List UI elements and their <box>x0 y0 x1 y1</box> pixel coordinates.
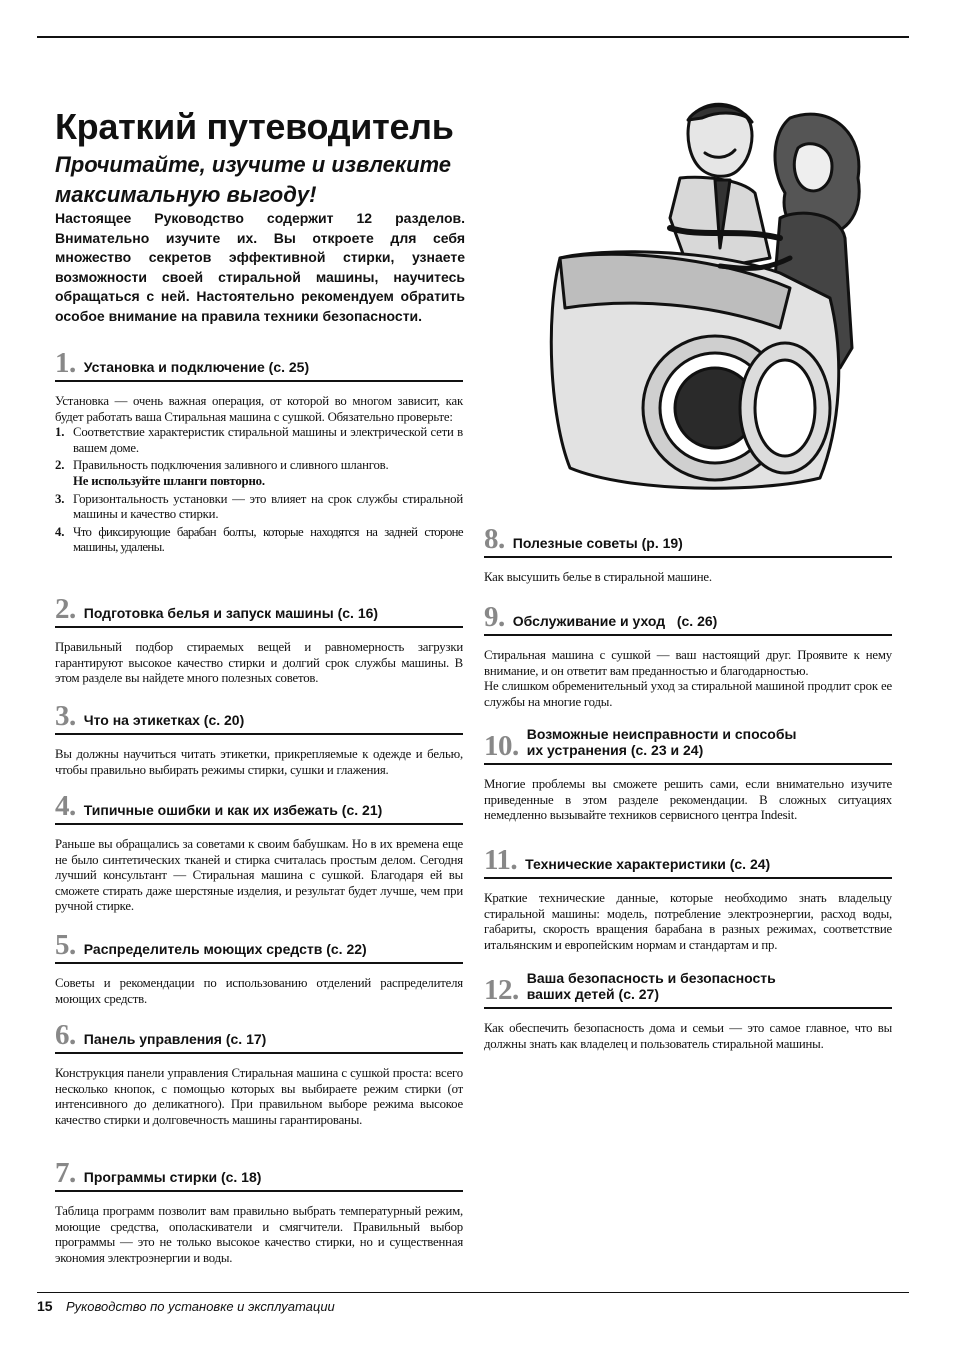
section-text: Многие проблемы вы сможете решить сами, если внимательно изучите приведенные в этом разделе рекомендации. В сложных ситуациях немедленно вызывайте техников сервисного центра Indesit. <box>484 777 892 823</box>
list-item-text: Правильность подключения заливного и сливного шлангов. <box>73 458 389 473</box>
section-text: Правильный подбор стираемых вещей и равномерность загрузки гарантируют высокое качество стирки и долгий срок службы машины. В этом разделе вы найдете много полезных советов. <box>55 640 463 686</box>
section-6 <box>55 1019 463 1128</box>
bottom-rule <box>37 1292 909 1293</box>
section-title: Что на этикетках (с. 20) <box>83 712 245 728</box>
section-text: Стиральная машина с сушкой — ваш настоящий друг. Проявите к нему внимание, и он ответит вам преданностью и благодарностью. Не слишком обременительный уход за стиральной машиной продлит срок ее службы на многие годы. <box>484 648 892 709</box>
section-number: 10. <box>484 730 519 762</box>
couple-with-washing-machine-illustration <box>540 98 870 498</box>
section-body <box>55 1066 463 1128</box>
section-title: Технические характеристики (с. 24) <box>525 856 771 872</box>
section-3-heading <box>55 700 463 735</box>
section-number: 11. <box>484 844 518 876</box>
section-body <box>55 640 463 687</box>
section-number: 3. <box>55 700 76 732</box>
section-2-heading <box>55 593 463 628</box>
section-number: 1. <box>55 347 76 379</box>
section-text: Краткие технические данные, которые необходимо знать владельцу стиральной машины: модель, потребление электроэнергии, расход воды, габариты, скорость вращения барабана в разных режимах, соответствие итальянским и европейским нормам и стандартам и пр. <box>484 891 892 952</box>
section-text: Как обеспечить безопасность дома и семьи — это самое главное, что вы должны знать как владелец и пользователь стиральной машины. <box>484 1021 892 1051</box>
section-10 <box>484 726 892 824</box>
list-item-number: 1. <box>55 425 65 440</box>
section-5 <box>55 929 463 1007</box>
list-item <box>55 492 463 523</box>
section-body <box>484 570 892 586</box>
section-11 <box>484 844 892 953</box>
section-body <box>55 976 463 1007</box>
section-7 <box>55 1157 463 1266</box>
section-11-heading <box>484 844 892 879</box>
section-body <box>484 777 892 824</box>
section-text: Конструкция панели управления Стиральная машина с сушкой проста: всего несколько кнопок, с помощью которых вы выбираете режим стирки (от интенсивного до деликатного). При правильном выборе режима высокое качество стирки и долговечность машины гарантированы. <box>55 1066 463 1127</box>
section-text: Вы должны научиться читать этикетки, прикрепляемые к одежде и белью, чтобы правильно выбирать режимы стирки, сушки и глажения. <box>55 747 463 777</box>
section-number: 2. <box>55 593 76 625</box>
section-body <box>55 1204 463 1266</box>
section-4-heading <box>55 790 463 825</box>
section-2 <box>55 593 463 687</box>
section-title: Установка и подключение (с. 25) <box>83 359 310 375</box>
footer-title: Руководство по установке и эксплуатации <box>66 1299 335 1314</box>
section-1-heading <box>55 347 463 382</box>
list-item-number: 2. <box>55 458 65 473</box>
section-text: Советы и рекомендации по использованию отделений распределителя моющих средств. <box>55 976 463 1006</box>
list-item <box>55 425 463 456</box>
section-12 <box>484 970 892 1052</box>
section-5-heading <box>55 929 463 964</box>
section-number: 4. <box>55 790 76 822</box>
section-title: Ваша безопасность и безопасность ваших детей (с. 27) <box>526 970 776 1002</box>
section-title: Распределитель моющих средств (с. 22) <box>83 941 367 957</box>
section-title: Полезные советы (р. 19) <box>512 535 683 551</box>
section-number: 5. <box>55 929 76 961</box>
section-body <box>55 747 463 778</box>
section-number: 9. <box>484 601 505 633</box>
section-10-heading <box>484 726 892 765</box>
section-6-heading <box>55 1019 463 1054</box>
section-text: Раньше вы обращались за советами к своим бабушкам. Но в их времена еще не было синтетических тканей и стирка считалась простым делом. Сегодня лучший консультант — Стиральная машина с сушкой. Благодаря ей вы сможете стирать даже шерстяные изделия, и результат будет лучше, чем при ручной стирке. <box>55 837 463 914</box>
section-body <box>484 1021 892 1052</box>
section-title: Возможные неисправности и способы их устранения (с. 23 и 24) <box>526 726 797 758</box>
section-title: Обслуживание и уход (с. 26) <box>512 613 718 629</box>
intro-paragraph: Настоящее Руководство содержит 12 разделов. Внимательно изучите их. Вы откроете для себя множество секретов эффективной стирки, узнаете возможности своей стиральной машины, научитесь обращаться с ней. Настоятельно рекомендуем обратить особое внимание на правила техники безопасности. <box>55 210 465 324</box>
section-7-heading <box>55 1157 463 1192</box>
section-3 <box>55 700 463 778</box>
top-rule <box>37 36 909 38</box>
section-8 <box>484 523 892 586</box>
checklist <box>55 425 463 556</box>
section-4 <box>55 790 463 915</box>
page-title: Краткий путеводитель <box>55 106 454 147</box>
section-8-heading <box>484 523 892 558</box>
list-item-text: Что фиксирующие барабан болты, которые находятся на задней стороне машины, удалены. <box>73 524 463 555</box>
section-12-heading <box>484 970 892 1009</box>
list-item-warning: Не используйте шланги повторно. <box>73 473 265 488</box>
list-item-number: 4. <box>55 524 65 539</box>
section-9 <box>484 601 892 710</box>
section-body <box>484 648 892 710</box>
section-title: Подготовка белья и запуск машины (с. 16) <box>83 605 379 621</box>
list-item-text: Соответствие характеристик стиральной машины и электрической сети в вашем доме. <box>73 425 463 455</box>
section-number: 7. <box>55 1157 76 1189</box>
section-body <box>55 394 463 556</box>
page-subtitle: Прочитайте, изучите и извлеките максимальную выгоду! <box>55 152 452 207</box>
section-number: 12. <box>484 974 519 1006</box>
section-title: Типичные ошибки и как их избежать (с. 21) <box>83 802 383 818</box>
section-9-heading <box>484 601 892 636</box>
section-body <box>484 891 892 953</box>
section-number: 8. <box>484 523 505 555</box>
page-number: 15 <box>37 1298 53 1314</box>
section-1 <box>55 347 463 558</box>
section-text: Таблица программ позволит вам правильно выбрать температурный режим, моющие средства, ополаскиватели и смягчители. Правильный выбор программы — это не только высокое качество стирки, но и существенная экономия электроэнергии и воды. <box>55 1204 463 1265</box>
list-item-text: Горизонтальность установки — это влияет на срок службы стиральной машины и качество стирки. <box>73 491 463 522</box>
section-text: Как высушить белье в стиральной машине. <box>484 570 712 584</box>
list-item-number: 3. <box>55 491 65 506</box>
section-text: Установка — очень важная операция, от которой во многом зависит, как будет работать ваша Стиральная машина с сушкой. Обязательно проверьте: <box>55 394 463 424</box>
list-item <box>55 458 463 489</box>
section-title: Программы стирки (с. 18) <box>83 1169 262 1185</box>
list-item <box>55 525 463 556</box>
section-body <box>55 837 463 915</box>
section-number: 6. <box>55 1019 76 1051</box>
section-title: Панель управления (с. 17) <box>83 1031 267 1047</box>
